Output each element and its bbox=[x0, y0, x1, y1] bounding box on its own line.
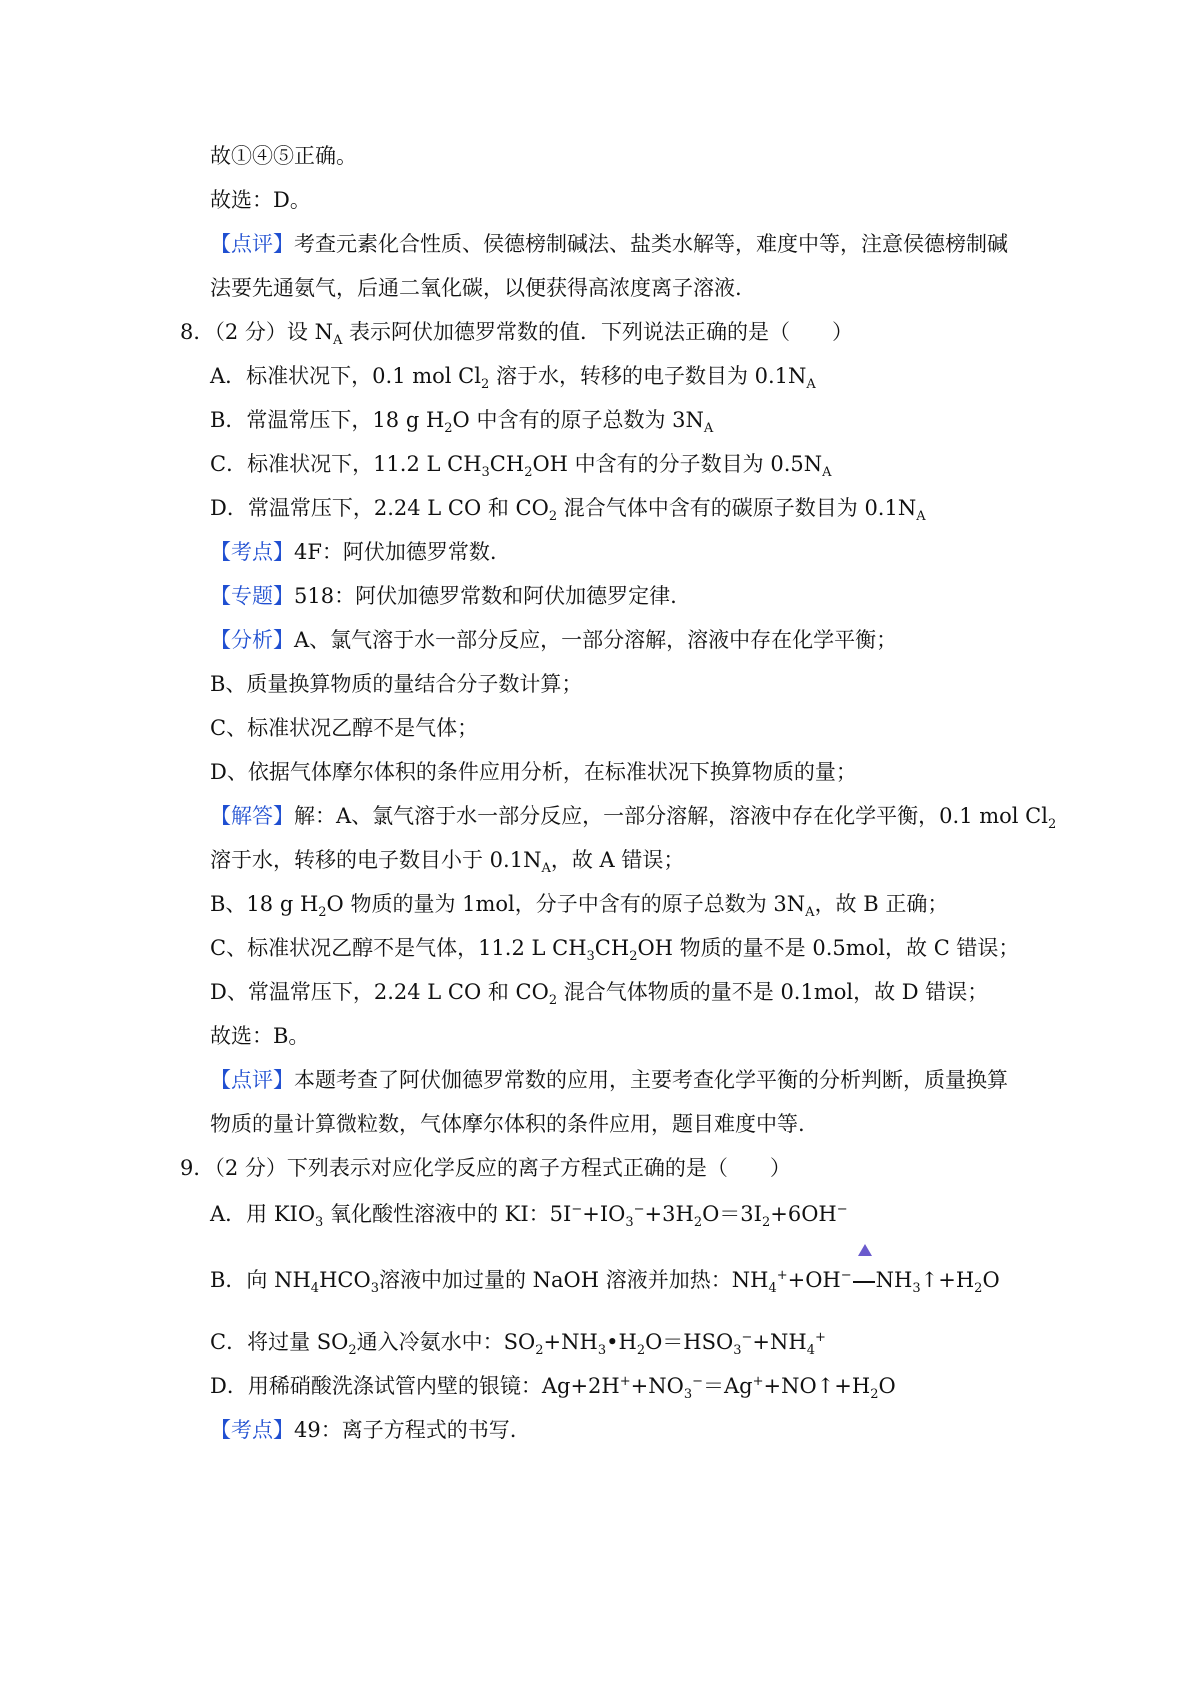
jieda-line: 【解答】解：A、氯气溶于水一部分反应，一部分溶解，溶液中存在化学平衡，0.1 mol $Cl_2$ bbox=[210, 804, 1057, 832]
section-tag: 【考点】 bbox=[210, 540, 294, 564]
heating-condition-icon bbox=[852, 1266, 876, 1294]
text-line: C、标准状况乙醇不是气体； bbox=[210, 716, 479, 740]
question-9-stem: 9．（2 分）下列表示对应化学反应的离子方程式正确的是（ ） bbox=[180, 1156, 791, 1180]
section-tag: 【分析】 bbox=[210, 628, 294, 652]
option-c: C．标准状况下，11.2 L $CH_3CH_2OH$ 中含有的分子数目为 $0.5N_A$ bbox=[210, 452, 832, 480]
triangle-heat-icon bbox=[858, 1244, 872, 1256]
text-line: 溶于水，转移的电子数目小于 $0.1N_A$，故 A 错误； bbox=[210, 848, 685, 876]
option-b: B．向 $NH_4HCO_3$溶液中加过量的 NaOH 溶液并加热：$NH_4^++OH^-$ $NH_3↑+H_2O$ bbox=[210, 1266, 1000, 1294]
option-a: A．标准状况下，0.1 mol $Cl_2$ 溶于水，转移的电子数目为 $0.1N_A$ bbox=[210, 364, 816, 392]
answer-line: 故选：B。 bbox=[210, 1024, 310, 1048]
option-d: D．用稀硝酸洗涤试管内壁的银镜：$Ag+2H^++NO_3^-=Ag^++NO↑+H_2O$ bbox=[210, 1374, 896, 1402]
text-line: B、质量换算物质的量结合分子数计算； bbox=[210, 672, 583, 696]
section-tag: 【专题】 bbox=[210, 584, 294, 608]
text-line: 物质的量计算微粒数，气体摩尔体积的条件应用，题目难度中等. bbox=[210, 1112, 805, 1136]
section-tag: 【点评】 bbox=[210, 1068, 294, 1092]
kaodian-line: 【考点】49：离子方程式的书写. bbox=[210, 1418, 517, 1442]
text-line: 法要先通氨气，后通二氧化碳，以便获得高浓度离子溶液. bbox=[210, 276, 742, 300]
section-tag: 【考点】 bbox=[210, 1418, 294, 1442]
text: 考查元素化合性质、侯德榜制碱法、盐类水解等，难度中等，注意侯德榜制碱 bbox=[294, 232, 1008, 256]
comment-line bbox=[210, 230, 1008, 258]
option-c: C．将过量 $SO_2$通入冷氨水中：$SO_2+NH_3•H_2O=HSO_3^-+NH_4^+$ bbox=[210, 1330, 826, 1358]
text-line: D、常温常压下，2.24 L CO 和 $CO_2$ 混合气体物质的量不是 0.1mol，故 D 错误； bbox=[210, 980, 989, 1008]
text-line: 故选：D。 bbox=[210, 188, 311, 212]
option-a: A．用 $KIO_3$ 氧化酸性溶液中的 KI：$5I^-+IO_3^-+3H_2O=3I_2+6OH^-$ bbox=[210, 1202, 848, 1230]
text-line: B、18 g $H_2O$ 物质的量为 1mol，分子中含有的原子总数为 $3N_A$，故 B 正确； bbox=[210, 892, 949, 920]
option-b: B．常温常压下，18 g $H_2O$ 中含有的原子总数为 $3N_A$ bbox=[210, 408, 714, 436]
text-line: D、依据气体摩尔体积的条件应用分析，在标准状况下换算物质的量； bbox=[210, 760, 857, 784]
option-d: D．常温常压下，2.24 L CO 和 $CO_2$ 混合气体中含有的碳原子数目为 $0.1N_A$ bbox=[210, 496, 926, 524]
text-line: 故①④⑤正确。 bbox=[210, 144, 357, 168]
question-8-stem: 8．（2 分）设 $N_A$ 表示阿伏加德罗常数的值．下列说法正确的是（ ） bbox=[180, 320, 854, 348]
section-tag: 【解答】 bbox=[210, 804, 294, 828]
section-tag: 【点评】 bbox=[210, 232, 294, 256]
dianping-line: 【点评】本题考查了阿伏伽德罗常数的应用，主要考查化学平衡的分析判断，质量换算 bbox=[210, 1068, 1008, 1092]
fenxi-line: 【分析】A、氯气溶于水一部分反应，一部分溶解，溶液中存在化学平衡； bbox=[210, 628, 898, 652]
kaodian-line: 【考点】4F：阿伏加德罗常数. bbox=[210, 540, 497, 564]
text-line: C、标准状况乙醇不是气体，11.2 L $CH_3CH_2OH$ 物质的量不是 0.5mol，故 C 错误； bbox=[210, 936, 1020, 964]
zhuanti-line: 【专题】518：阿伏加德罗常数和阿伏加德罗定律. bbox=[210, 584, 677, 608]
